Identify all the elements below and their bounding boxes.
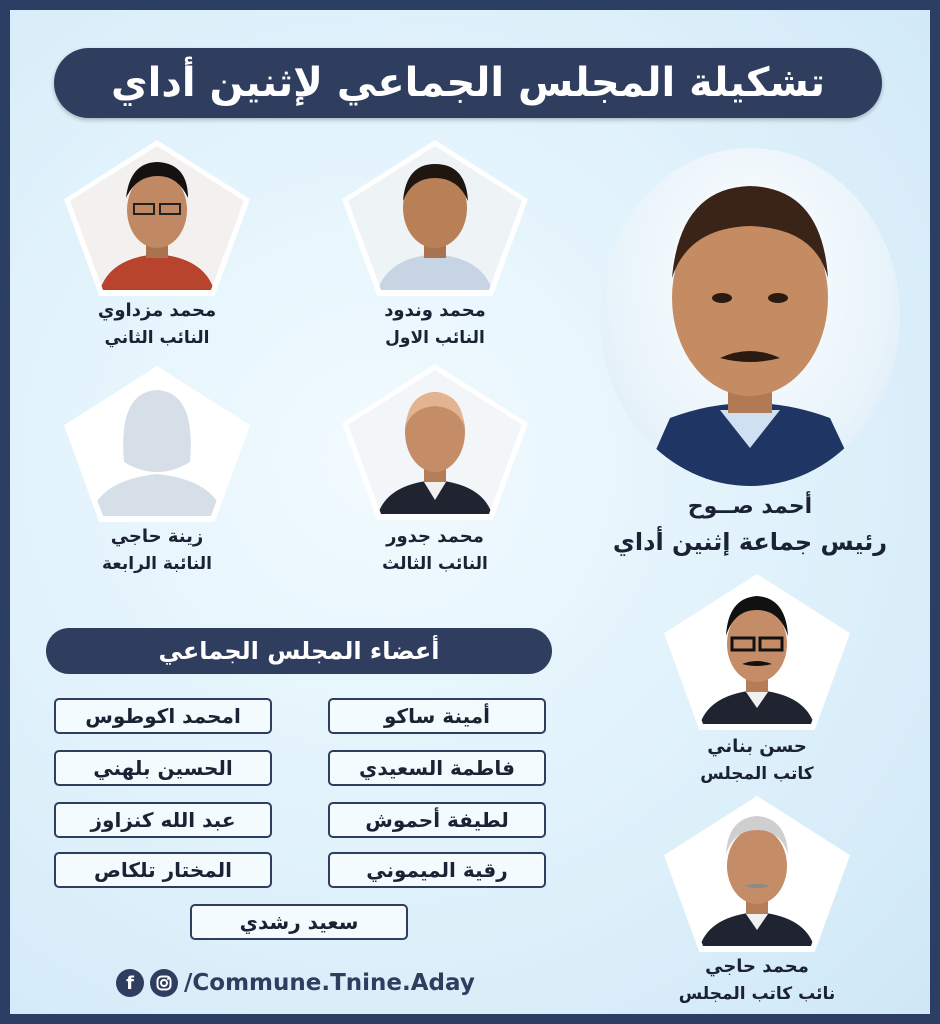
member-item: رقية الميموني [328,852,546,888]
secretary-role: كاتب المجلس [700,764,814,784]
social-footer [116,966,475,1000]
member-item: فاطمة السعيدي [328,750,546,786]
member-item: لطيفة أحموش [328,802,546,838]
deputy-2-role: النائب الثاني [104,328,210,348]
vice-secretary-name: محمد حاجي [705,956,809,977]
president-role: رئيس جماعة إثنين أداي [612,528,888,556]
instagram-icon[interactable] [150,969,178,997]
deputy-1-name: محمد وندود [384,300,486,321]
president-photo [600,148,900,486]
president-portrait [600,148,900,486]
deputy-3-name: محمد جدور [386,526,484,547]
member-item: الحسين بلهني [54,750,272,786]
members-title: أعضاء المجلس الجماعي [46,628,552,674]
deputy-1-role: النائب الاول [385,328,485,348]
member-item: سعيد رشدي [190,904,408,940]
member-item: أمينة ساكو [328,698,546,734]
member-item: عبد الله كنزاوز [54,802,272,838]
president-name: أحمد صــوح [687,494,813,519]
deputy-2-name: محمد مزداوي [97,300,217,321]
member-item: المختار تلكاص [54,852,272,888]
page-title: تشكيلة المجلس الجماعي لإثنين أداي [54,48,882,118]
deputy-4-name: زينة حاجي [110,526,204,547]
member-item: امحمد اكوطوس [54,698,272,734]
secretary-name: حسن بناني [707,736,807,757]
facebook-icon[interactable]: f [116,969,144,997]
vice-secretary-role: نائب كاتب المجلس [678,984,836,1004]
social-handle[interactable]: /Commune.Tnine.Aday [184,970,475,996]
deputy-4-role: النائبة الرابعة [102,554,212,574]
deputy-3-role: النائب الثالث [382,554,488,574]
